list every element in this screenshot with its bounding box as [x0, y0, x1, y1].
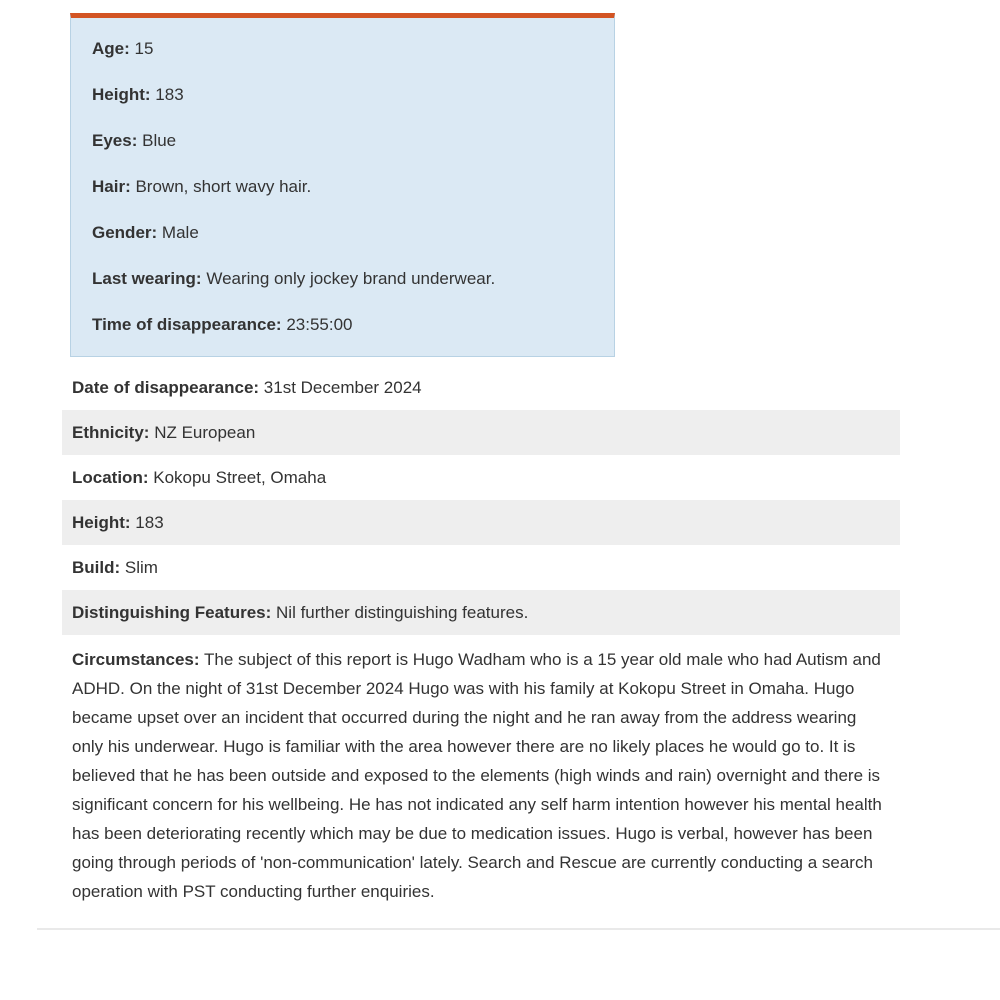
detail-row-build-label: Build:	[72, 558, 121, 577]
field-eyes-value: Blue	[142, 131, 177, 150]
field-time-of-disappearance-value: 23:55:00	[286, 315, 353, 334]
field-age-label: Age:	[92, 39, 130, 58]
detail-row-circumstances-value: The subject of this report is Hugo Wadham who is a 15 year old male who had Autism and ADHD. On the night of 31st December 2024 Hugo was with his family at Kokopu Street in Omaha. Hugo became upset over an incident that occurred during the night and he ran away from the address wearing only his underwear. Hugo is familiar with the area however there are no likely places he would go to. It is believed that he has been outside and exposed to the elements (high winds and rain) overnight and there is significant concern for his wellbeing. He has not indicated any self harm intention however his mental health has been deteriorating recently which may be due to medication issues. Hugo is verbal, however has been going through periods of 'non-communication' lately. Search and Rescue are currently conducting a search operation with PST conducting further enquiries.	[72, 650, 882, 901]
field-time-of-disappearance	[92, 302, 593, 348]
field-gender-label: Gender:	[92, 223, 158, 242]
field-hair-value: Brown, short wavy hair.	[135, 177, 312, 196]
detail-row-distinguishing-features	[62, 590, 900, 635]
detail-row-ethnicity	[62, 410, 900, 455]
field-last-wearing	[92, 256, 593, 302]
field-eyes-label: Eyes:	[92, 131, 138, 150]
detail-row-build-value: Slim	[124, 558, 158, 577]
field-last-wearing-value: Wearing only jockey brand underwear.	[206, 269, 496, 288]
bottom-divider	[37, 928, 1000, 930]
field-time-of-disappearance-label: Time of disappearance:	[92, 315, 282, 334]
detail-row-build	[62, 545, 900, 590]
detail-row-height-label: Height:	[72, 513, 131, 532]
field-age	[92, 26, 593, 72]
detail-row-circumstances	[62, 635, 900, 916]
field-hair	[92, 164, 593, 210]
field-age-value: 15	[134, 39, 154, 58]
field-height	[92, 72, 593, 118]
field-hair-label: Hair:	[92, 177, 131, 196]
field-height-value: 183	[155, 85, 184, 104]
detail-row-date-of-disappearance	[62, 365, 900, 410]
field-height-label: Height:	[92, 85, 151, 104]
detail-row-circumstances-label: Circumstances:	[72, 650, 200, 669]
detail-row-location-value: Kokopu Street, Omaha	[153, 468, 327, 487]
field-last-wearing-label: Last wearing:	[92, 269, 202, 288]
detail-row-ethnicity-label: Ethnicity:	[72, 423, 150, 442]
detail-row-ethnicity-value: NZ European	[154, 423, 256, 442]
detail-row-date-of-disappearance-label: Date of disappearance:	[72, 378, 260, 397]
field-eyes	[92, 118, 593, 164]
summary-info-box	[70, 13, 615, 357]
detail-row-distinguishing-features-label: Distinguishing Features:	[72, 603, 272, 622]
report-content	[62, 0, 900, 916]
detail-row-location	[62, 455, 900, 500]
detail-rows	[62, 365, 900, 916]
detail-row-height	[62, 500, 900, 545]
detail-row-location-label: Location:	[72, 468, 149, 487]
detail-row-height-value: 183	[135, 513, 164, 532]
detail-row-distinguishing-features-value: Nil further distinguishing features.	[276, 603, 529, 622]
field-gender-value: Male	[161, 223, 199, 242]
detail-row-date-of-disappearance-value: 31st December 2024	[263, 378, 422, 397]
field-gender	[92, 210, 593, 256]
